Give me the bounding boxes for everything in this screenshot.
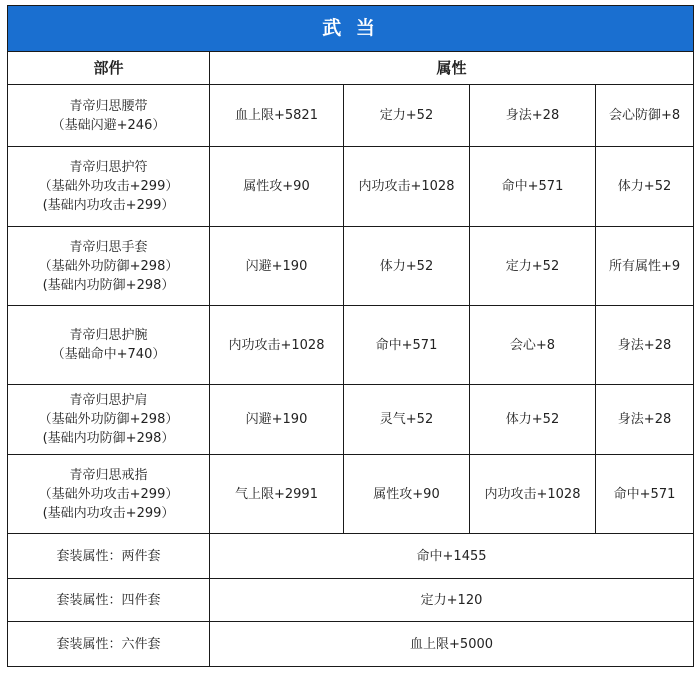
equipment-attribute-table bbox=[7, 5, 694, 667]
part-base: （基础命中+740） bbox=[51, 347, 166, 362]
attr-cell: 定力+52 bbox=[470, 227, 596, 306]
attr-cell: 气上限+2991 bbox=[210, 455, 344, 534]
attr-cell: 内功攻击+1028 bbox=[470, 455, 596, 534]
part-base: (基础内功防御+298） bbox=[42, 277, 175, 293]
part-name: 青帝归思戒指 bbox=[69, 467, 148, 483]
attr-cell: 血上限+5821 bbox=[210, 85, 344, 147]
part-base: (基础内功攻击+299） bbox=[42, 198, 175, 213]
part-cell bbox=[8, 227, 210, 306]
attr-cell: 命中+571 bbox=[470, 147, 596, 227]
table-row bbox=[8, 385, 694, 455]
header-attr: 属性 bbox=[210, 52, 694, 85]
equipment-table-container bbox=[7, 5, 693, 667]
part-cell bbox=[8, 455, 210, 534]
part-cell bbox=[8, 147, 210, 227]
part-cell bbox=[8, 85, 210, 147]
set-label: 套装属性：六件套 bbox=[8, 622, 210, 667]
attr-cell: 身法+28 bbox=[596, 306, 694, 385]
attr-cell: 闪避+190 bbox=[210, 385, 344, 455]
part-base: （基础外功防御+298） bbox=[38, 412, 179, 427]
table-row bbox=[8, 147, 694, 227]
part-base: (基础内功攻击+299） bbox=[42, 505, 175, 521]
set-value: 定力+120 bbox=[210, 579, 694, 622]
part-name: 青帝归思护肩 bbox=[69, 393, 148, 408]
attr-cell: 命中+571 bbox=[344, 306, 470, 385]
attr-cell: 体力+52 bbox=[596, 147, 694, 227]
set-label: 套装属性：两件套 bbox=[8, 534, 210, 579]
attr-cell: 灵气+52 bbox=[344, 385, 470, 455]
part-name: 青帝归思手套 bbox=[69, 239, 148, 255]
attr-cell: 命中+571 bbox=[596, 455, 694, 534]
attr-cell: 会心+8 bbox=[470, 306, 596, 385]
table-title: 武 当 bbox=[8, 6, 694, 52]
table-row bbox=[8, 227, 694, 306]
part-name: 青帝归思护腕 bbox=[69, 328, 148, 343]
header-part: 部件 bbox=[8, 52, 210, 85]
set-row bbox=[8, 579, 694, 622]
attr-cell: 体力+52 bbox=[470, 385, 596, 455]
set-value: 命中+1455 bbox=[210, 534, 694, 579]
attr-cell: 所有属性+9 bbox=[596, 227, 694, 306]
part-base: （基础外功攻击+299） bbox=[38, 486, 179, 502]
attr-cell: 身法+28 bbox=[596, 385, 694, 455]
part-base: （基础闪避+246） bbox=[51, 117, 166, 133]
attr-cell: 内功攻击+1028 bbox=[344, 147, 470, 227]
part-cell bbox=[8, 306, 210, 385]
attr-cell: 闪避+190 bbox=[210, 227, 344, 306]
part-name: 青帝归思腰带 bbox=[69, 98, 148, 114]
attr-cell: 属性攻+90 bbox=[210, 147, 344, 227]
attr-cell: 身法+28 bbox=[470, 85, 596, 147]
part-cell bbox=[8, 385, 210, 455]
set-row bbox=[8, 534, 694, 579]
part-base: （基础外功防御+298） bbox=[38, 258, 179, 274]
part-base: (基础内功防御+298） bbox=[42, 431, 175, 446]
attr-cell: 定力+52 bbox=[344, 85, 470, 147]
table-row bbox=[8, 85, 694, 147]
attr-cell: 内功攻击+1028 bbox=[210, 306, 344, 385]
attr-cell: 会心防御+8 bbox=[596, 85, 694, 147]
set-label: 套装属性：四件套 bbox=[8, 579, 210, 622]
part-name: 青帝归思护符 bbox=[69, 160, 148, 175]
attr-cell: 体力+52 bbox=[344, 227, 470, 306]
table-row bbox=[8, 455, 694, 534]
attr-cell: 属性攻+90 bbox=[344, 455, 470, 534]
part-base: （基础外功攻击+299） bbox=[38, 179, 179, 194]
set-value: 血上限+5000 bbox=[210, 622, 694, 667]
table-row bbox=[8, 306, 694, 385]
set-row bbox=[8, 622, 694, 667]
